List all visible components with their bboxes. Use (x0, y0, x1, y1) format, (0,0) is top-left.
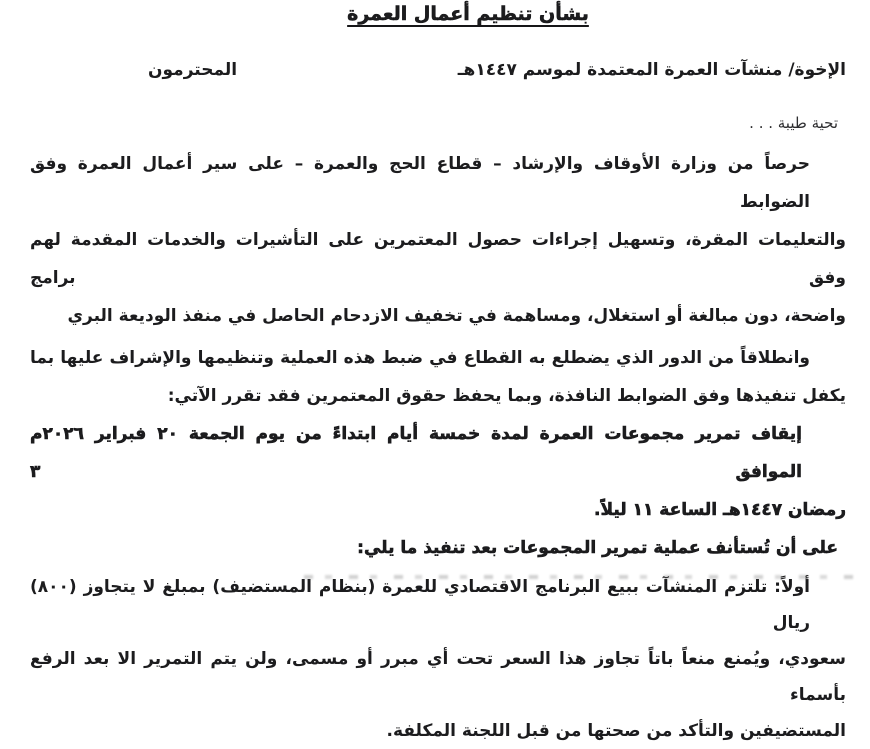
paragraph-resume-condition (30, 529, 846, 567)
paragraph-line: حرصاً من وزارة الأوقاف والإرشاد – قطاع الحج والعمرة – على سير أعمال العمرة وفق الضوابط (30, 154, 810, 212)
paragraph-line: على أن تُستأنف عملية تمرير المجموعات بعد تنفيذ ما يلي: (357, 538, 838, 558)
paragraph-line: المستضيفين والتأكد من صحتها من قبل اللجنة المكلفة. (386, 721, 846, 741)
paragraph-line: يكفل تنفيذها وفق الضوابط النافذة، وبما يحفظ حقوق المعتمرين فقد تقرر الآتي: (167, 386, 846, 406)
cropped-next-line-artifact (304, 575, 856, 579)
document-title: بشأن تنظيم أعمال العمرة (347, 3, 589, 25)
addressee-row (30, 55, 846, 85)
paragraph-first-clause (30, 569, 846, 749)
paragraph-line: والتعليمات المقرة، وتسهيل إجراءات حصول المعتمرين على التأشيرات والخدمات المقدمة لهم وفق برامج (30, 230, 846, 288)
paragraph-line: إيقاف تمرير مجموعات العمرة لمدة خمسة أيام ابتداءً من يوم الجمعة ٢٠ فبراير ٢٠٢٦م الموافق ٣ (30, 424, 802, 482)
addressee: الإخوة/ منشآت العمرة المعتمدة لموسم ١٤٤٧هـ (457, 60, 846, 80)
paragraph-line: أولاً: تلتزم المنشآت ببيع البرنامج الاقتصادي للعمرة (بنظام المستضيف) بمبلغ لا يتجاوز (٨٠٠) ريال (30, 577, 810, 633)
title-wrap (90, 3, 846, 25)
paragraph-line: وانطلاقاً من الدور الذي يضطلع به القطاع في ضبط هذه العملية وتنظيمها والإشراف عليها بما (30, 348, 810, 368)
addressee-honorific: المحترمون (148, 60, 238, 80)
paragraph-line: سعودي، ويُمنع منعاً باتاً تجاوز هذا السعر تحت أي مبرر أو مسمى، ولن يتم التمرير الا بعد الرفع بأسماء (30, 649, 846, 705)
paragraph-intro (30, 145, 846, 335)
paragraph-line: رمضان ١٤٤٧هـ الساعة ١١ ليلاً. (593, 500, 846, 520)
paragraph-decision-stop (30, 415, 846, 529)
greeting: تحية طيبة . . . (749, 114, 838, 132)
paragraph-role (30, 339, 846, 415)
paragraph-line: واضحة، دون مبالغة أو استغلال، ومساهمة في تخفيف الازدحام الحاصل في منفذ الوديعة البري (67, 306, 846, 326)
